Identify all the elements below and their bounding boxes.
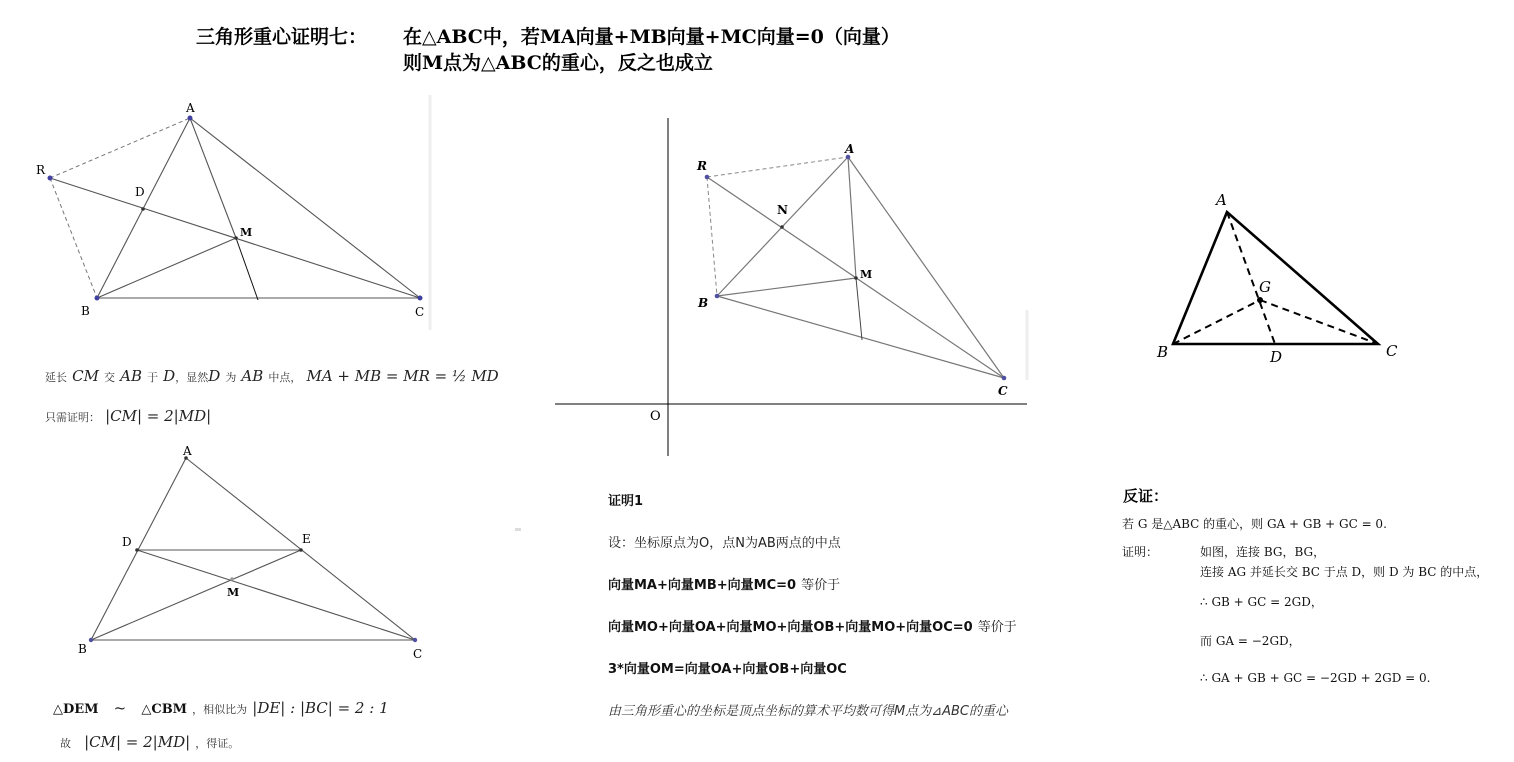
converse-line-2: 如图，连接 BG，BG，: [1200, 545, 1326, 559]
fig1-note-d: D: [163, 367, 176, 385]
fig2-ratio-equation: |DE| : |BC| = 2 : 1: [252, 699, 389, 717]
fig1-note-d2: D: [208, 367, 221, 385]
fig4-segment-gc: [1260, 300, 1378, 344]
fig4-label-d: D: [1270, 348, 1283, 366]
proof1-line-5: 由三角形重心的坐标是顶点坐标的算术平均数可得M点为⊿ABC的重心: [608, 704, 1008, 719]
fig3-label-r: R: [697, 159, 707, 173]
fig1-note-wei: 为: [225, 371, 237, 384]
proof1-line-3: [608, 616, 1017, 635]
fig4-segment-bg: [1173, 300, 1260, 344]
fig2-similar-right: △CBM: [141, 702, 188, 717]
fig2-artifact: [515, 528, 521, 531]
fig2-label-d: D: [122, 535, 132, 549]
fig2-similar-symbol: ~: [113, 699, 127, 717]
figure-4-centroid: [0, 0, 1420, 380]
fig2-point-d: [135, 548, 139, 552]
fig1-note-yu: 于: [147, 371, 159, 384]
fig1-vector-equation: MA + MB = MR = ½ MD: [306, 367, 499, 385]
fig4-label-g: G: [1259, 278, 1271, 296]
fig2-conclude-prefix: 故: [60, 737, 71, 750]
fig1-label-m: M: [240, 226, 253, 239]
fig1-label-a: A: [186, 101, 195, 115]
fig1-note-prefix: 延长: [45, 371, 67, 384]
fig2-point-m: [230, 577, 234, 581]
fig3-label-a: A: [845, 142, 855, 156]
converse-line-5: 而 GA = −2GD，: [1200, 634, 1301, 648]
fig1-need-label: 只需证明：: [45, 411, 100, 424]
fig2-segment-ab: [91, 458, 186, 640]
fig2-ratio-label: ，相似比为: [192, 703, 248, 716]
fig4-point-g: [1257, 297, 1263, 303]
fig2-point-c: [413, 638, 417, 642]
fig2-similar-left: △DEM: [53, 702, 99, 717]
proof1-line-3-bold: 向量MO+向量OA+向量MO+向量OB+向量MO+向量OC=0: [608, 620, 973, 635]
fig3-label-b: B: [698, 296, 709, 310]
page-title: 三角形重心证明七：: [196, 26, 368, 48]
fig4-label-b: B: [1157, 343, 1169, 361]
statement-line-1: 在△ABC中，若MA向量+MB向量+MC向量=0（向量）: [403, 26, 900, 48]
converse-line-3: 连接 AG 并延长交 BC 于点 D，则 D 为 BC 的中点，: [1200, 565, 1489, 579]
proof1-line-4: 3*向量OM=向量OA+向量OB+向量OC: [608, 662, 847, 677]
fig1-note-zhongdian: 中点，: [268, 371, 302, 384]
fig1-label-b: B: [81, 304, 90, 318]
fig1-note-jiao: 交: [104, 371, 116, 384]
fig2-label-e: E: [302, 532, 311, 546]
converse-line-4: ∴ GB + GC = 2GD，: [1200, 595, 1323, 609]
proof1-line-2-bold: 向量MA+向量MB+向量MC=0: [608, 578, 797, 593]
converse-title: 反证：: [1123, 487, 1169, 505]
fig4-triangle: [1173, 212, 1378, 344]
fig3-label-c: C: [998, 384, 1008, 398]
fig2-conclude-suffix: ，得证。: [195, 737, 240, 750]
fig2-label-a: A: [183, 444, 192, 458]
proof1-line-2-tail: 等价于: [801, 578, 841, 593]
fig2-similar-row: [53, 698, 389, 717]
fig1-note-ab2: AB: [241, 367, 264, 385]
fig2-label-b: B: [78, 642, 87, 656]
fig2-label-m: M: [227, 586, 240, 599]
fig1-note-cm: CM: [72, 367, 99, 385]
fig2-point-b: [89, 638, 93, 642]
fig2-segment-dc: [137, 550, 415, 640]
fig1-label-r: R: [36, 163, 46, 177]
converse-line-6: ∴ GA + GB + GC = −2GD + 2GD = 0.: [1200, 671, 1431, 685]
proof1-line-2: [608, 574, 840, 593]
fig2-label-c: C: [413, 647, 423, 661]
fig1-note-mid: ，显然: [175, 371, 209, 384]
fig4-label-a: A: [1216, 191, 1227, 209]
fig1-label-c: C: [415, 305, 425, 319]
fig2-conclude-row: [60, 732, 239, 751]
fig2-segment-be: [91, 550, 301, 640]
fig2-conclude-equation: |CM| = 2|MD|: [84, 733, 191, 751]
fig1-note-ab: AB: [120, 367, 142, 385]
converse-proof-label: 证明：: [1122, 545, 1159, 559]
fig3-label-m: M: [860, 268, 873, 281]
proof1-line-3-tail: 等价于: [977, 620, 1017, 635]
statement-line-2: 则M点为△ABC的重心，反之也成立: [403, 52, 713, 74]
fig1-need-equation: |CM| = 2|MD|: [105, 407, 212, 425]
fig3-label-n: N: [777, 203, 788, 217]
fig3-label-o: O: [650, 409, 661, 424]
fig2-point-e: [299, 548, 303, 552]
proof1-line-1: 设：坐标原点为O，点N为AB两点的中点: [608, 536, 841, 551]
fig4-label-c: C: [1386, 342, 1398, 360]
converse-line-1: 若 G 是△ABC 的重心，则 GA + GB + GC = 0.: [1122, 517, 1387, 531]
fig1-label-d: D: [135, 185, 145, 199]
proof1-title: 证明1: [608, 494, 644, 509]
